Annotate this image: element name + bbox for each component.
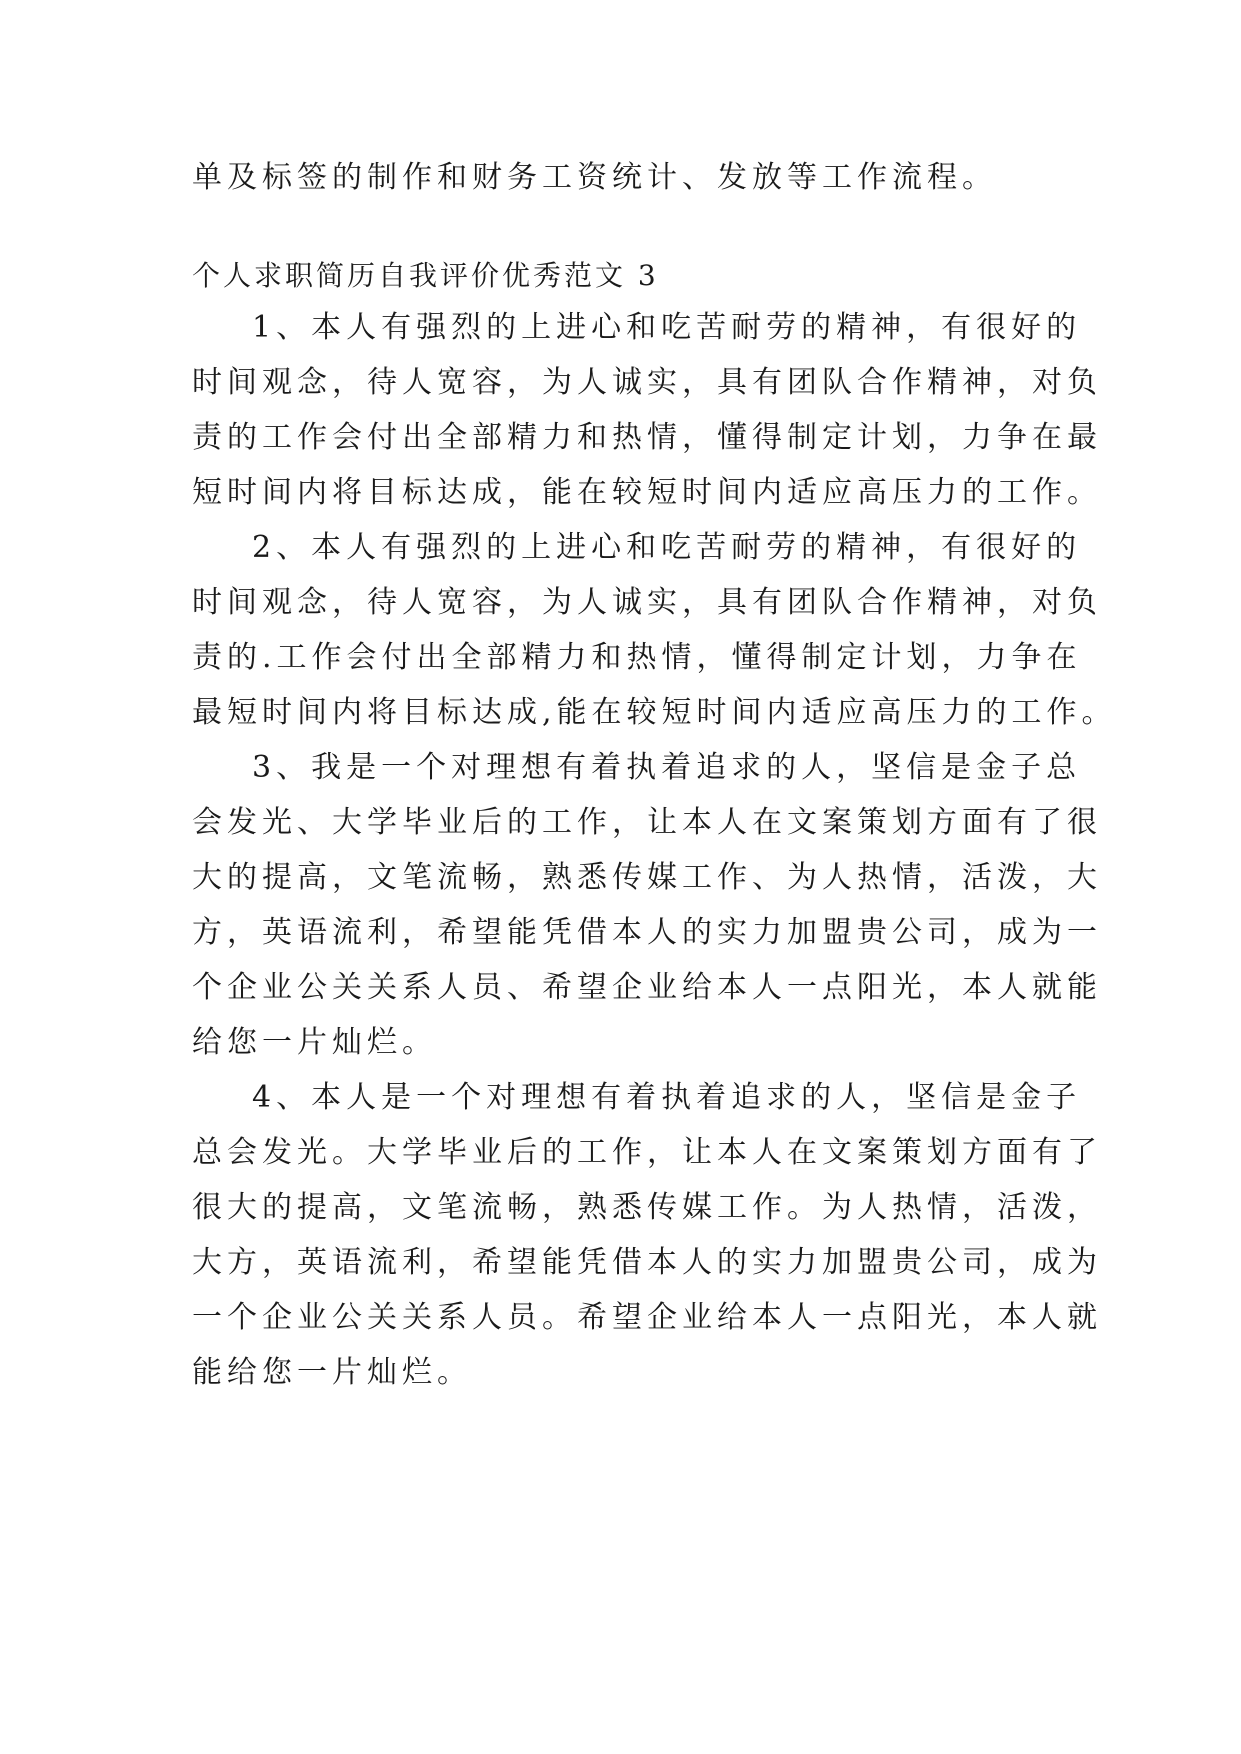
continuation-text: 单及标签的制作和财务工资统计、发放等工作流程。 [192,160,997,195]
paragraph-line: 很大的提高，文笔流畅，熟悉传媒工作。为人热情，活泼， [192,1190,1102,1225]
paragraph-line: 一个企业公关关系人员。希望企业给本人一点阳光，本人就 [192,1300,1102,1335]
paragraph-line: 短时间内将目标达成，能在较短时间内适应高压力的工作。 [192,475,1102,510]
paragraph-line: 最短时间内将目标达成,能在较短时间内适应高压力的工作。 [192,695,1117,730]
paragraph-line: 能给您一片灿烂。 [192,1355,472,1390]
paragraph-line: 会发光、大学毕业后的工作，让本人在文案策划方面有了很 [192,805,1102,840]
paragraph-line: 给您一片灿烂。 [192,1025,437,1060]
paragraph-line: 总会发光。大学毕业后的工作，让本人在文案策划方面有了 [192,1135,1102,1170]
section-heading: 个人求职简历自我评价优秀范文 3 [192,259,659,292]
paragraph-line: 2、本人有强烈的上进心和吃苦耐劳的精神，有很好的 [252,530,1082,565]
paragraph-line: 4、本人是一个对理想有着执着追求的人，坚信是金子 [252,1080,1082,1115]
paragraph-line: 大方，英语流利，希望能凭借本人的实力加盟贵公司，成为 [192,1245,1102,1280]
paragraph-line: 1、本人有强烈的上进心和吃苦耐劳的精神，有很好的 [252,310,1082,345]
paragraph-line: 方，英语流利，希望能凭借本人的实力加盟贵公司，成为一 [192,915,1102,950]
paragraph-line: 责的.工作会付出全部精力和热情，懂得制定计划，力争在 [192,640,1082,675]
paragraph-line: 大的提高，文笔流畅，熟悉传媒工作、为人热情，活泼，大 [192,860,1102,895]
paragraph-line: 责的工作会付出全部精力和热情，懂得制定计划，力争在最 [192,420,1102,455]
paragraph-line: 3、我是一个对理想有着执着追求的人，坚信是金子总 [252,750,1082,785]
paragraph-line: 时间观念，待人宽容，为人诚实，具有团队合作精神，对负 [192,365,1102,400]
paragraph-line: 个企业公关关系人员、希望企业给本人一点阳光，本人就能 [192,970,1102,1005]
paragraph-line: 时间观念，待人宽容，为人诚实，具有团队合作精神，对负 [192,585,1102,620]
